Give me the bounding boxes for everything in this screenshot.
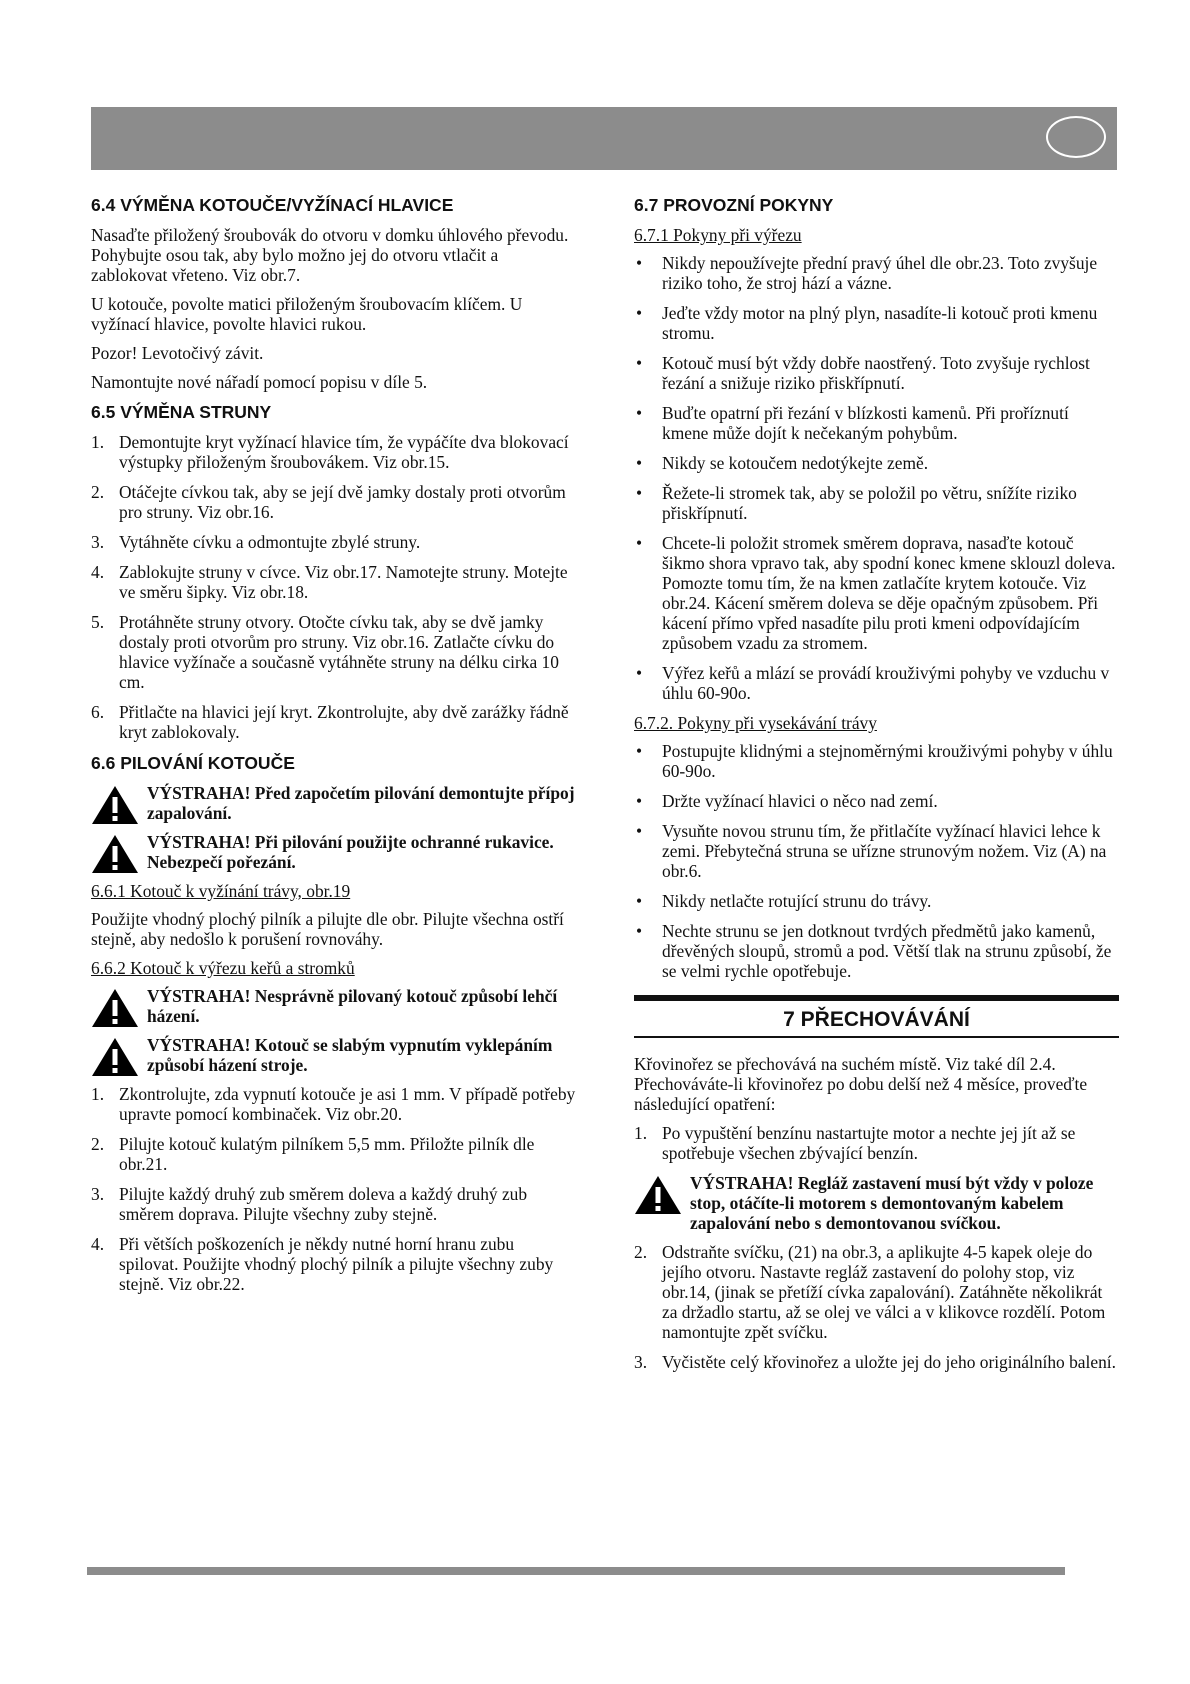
list-item: 1. Demontujte kryt vyžínací hlavice tím, že vypáčíte dva blokovací výstupky přiloženým šroubovákem. Viz obr.15.	[91, 432, 569, 472]
left-column	[91, 194, 576, 1304]
list-item: • Držte vyžínací hlavici o něco nad zemí.	[636, 791, 938, 811]
header-bar	[91, 107, 1117, 170]
list-item: • Kotouč musí být vždy dobře naostřený. Toto zvyšuje rychlost řezání a snižuje riziko přiskřípnutí.	[636, 353, 1090, 393]
language-badge	[1046, 116, 1106, 158]
warning: VÝSTRAHA! Regláž zastavení musí být vždy v poloze stop, otáčíte-li motorem s demontovaným kabelem zapalování nebo s demontovanou svíčkou.	[634, 1173, 1119, 1233]
steps-list	[91, 1084, 576, 1294]
section-6-4-title: 6.4 VÝMĚNA KOTOUČE/VYŽÍNACÍ HLAVICE	[91, 195, 454, 215]
right-column	[634, 194, 1119, 1382]
warning-icon	[91, 1037, 139, 1077]
warning-icon	[91, 785, 139, 825]
paragraph: Pozor! Levotočivý závit.	[91, 343, 264, 363]
list-item: 3. Vytáhněte cívku a odmontujte zbylé struny.	[91, 532, 421, 552]
warning: VÝSTRAHA! Kotouč se slabým vypnutím vyklepáním způsobí házení stroje.	[91, 1035, 576, 1075]
subsection-title: 6.7.1 Pokyny při výřezu	[634, 225, 802, 245]
list-item: 2. Otáčejte cívkou tak, aby se její dvě jamky dostaly proti otvorům pro struny. Viz obr.16.	[91, 482, 566, 522]
warning-icon	[91, 834, 139, 874]
steps-list	[91, 432, 576, 742]
warning: VÝSTRAHA! Před započetím pilování demontujte přípoj zapalování.	[91, 783, 576, 823]
section-6-5-title: 6.5 VÝMĚNA STRUNY	[91, 402, 272, 422]
steps-list	[634, 1123, 1119, 1163]
list-item: • Výřez keřů a mlází se provádí krouživými pohyby ve vzduchu v úhlu 60-90o.	[636, 663, 1110, 703]
list-item: • Nechte strunu se jen dotknout tvrdých předmětů jako kamenů, dřevěných sloupů, stromů a pod. Větší tlak na strunu způsobí, že se velmi rychle opotřebuje.	[636, 921, 1112, 981]
list-item: • Postupujte klidnými a stejnoměrnými krouživými pohyby v úhlu 60-90o.	[636, 741, 1113, 781]
subsection-title: 6.6.2 Kotouč k výřezu keřů a stromků	[91, 958, 355, 978]
list-item: • Chcete-li položit stromek směrem doprava, nasaďte kotouč šikmo shora vpravo tak, aby spodní konec kmene sklouzl doleva. Pomozte tomu tím, že na kmen zatlačíte krytem kotouče. Viz obr.24. Kácení směrem doleva se děje opačným způsobem. Při kácení přímo vpřed nasadíte pilu proti kmeni odpovídajícím způsobem vzadu za stromem.	[636, 533, 1116, 653]
list-item: 2. Pilujte kotouč kulatým pilníkem 5,5 mm. Přiložte pilník dle obr.21.	[91, 1134, 535, 1174]
section-6-7-title: 6.7 PROVOZNÍ POKYNY	[634, 195, 834, 215]
list-item: 3. Pilujte každý druhý zub směrem doleva a každý druhý zub směrem doprava. Pilujte všechny zuby stejně.	[91, 1184, 528, 1224]
subsection-title: 6.7.2. Pokyny při vysekávání trávy	[634, 713, 877, 733]
list-item: • Nikdy nepoužívejte přední pravý úhel dle obr.23. Toto zvyšuje riziko toho, že stroj hází a vázne.	[636, 253, 1098, 293]
chapter-7-title: 7 PŘECHOVÁVÁNÍ	[634, 995, 1119, 1038]
warning-icon	[634, 1175, 682, 1215]
list-item: 4. Zablokujte struny v cívce. Viz obr.17. Namotejte struny. Motejte ve směru šipky. Viz obr.18.	[91, 562, 568, 602]
paragraph: Použijte vhodný plochý pilník a pilujte dle obr. Pilujte všechna ostří stejně, aby nedošlo k porušení rovnováhy.	[91, 909, 564, 949]
list-item: 2. Odstraňte svíčku, (21) na obr.3, a aplikujte 4-5 kapek oleje do jejího otvoru. Nastavte regláž zastavení do polohy stop, viz obr.14, (jinak se přetíží cívka zapalování). Zatáhněte několikrát za držadlo startu, až se olej ve válci a v klikovce rozdělí. Potom namontujte zpět svíčku.	[634, 1242, 1106, 1342]
list-item: 1. Zkontrolujte, zda vypnutí kotouče je asi 1 mm. V případě potřeby upravte pomocí kombinaček. Viz obr.20.	[91, 1084, 576, 1124]
list-item: 3. Vyčistěte celý křovinořez a uložte jej do jeho originálního balení.	[634, 1352, 1116, 1372]
list-item: • Nikdy netlačte rotující strunu do trávy.	[636, 891, 932, 911]
paragraph: Namontujte nové nářadí pomocí popisu v díle 5.	[91, 372, 428, 392]
warning: VÝSTRAHA! Při pilování použijte ochranné rukavice. Nebezpečí pořezání.	[91, 832, 576, 872]
bullet-list	[634, 741, 1119, 981]
list-item: 4. Při větších poškozeních je někdy nutné horní hranu zubu spilovat. Použijte vhodný plochý pilník a pilujte všechny zuby stejně. Viz obr.22.	[91, 1234, 554, 1294]
warning: VÝSTRAHA! Nesprávně pilovaný kotouč způsobí lehčí házení.	[91, 986, 576, 1026]
list-item: 6. Přitlačte na hlavici její kryt. Zkontrolujte, aby dvě zarážky řádně kryt zablokovaly.	[91, 702, 569, 742]
subsection-title: 6.6.1 Kotouč k vyžínání trávy, obr.19	[91, 881, 351, 901]
list-item: 1. Po vypuštění benzínu nastartujte motor a nechte jej jít až se spotřebuje všechen zbývající benzín.	[634, 1123, 1076, 1163]
list-item: • Řežete-li stromek tak, aby se položil po větru, snížíte riziko přiskřípnutí.	[636, 483, 1077, 523]
section-6-6-title: 6.6 PILOVÁNÍ KOTOUČE	[91, 753, 295, 773]
steps-list	[634, 1242, 1119, 1372]
list-item: • Nikdy se kotoučem nedotýkejte země.	[636, 453, 929, 473]
bullet-list	[634, 253, 1119, 703]
list-item: • Buďte opatrní při řezání v blízkosti kamenů. Při proříznutí kmene může dojít k nečekaným pohybům.	[636, 403, 1069, 443]
paragraph: Nasaďte přiložený šroubovák do otvoru v domku úhlového převodu. Pohybujte osou tak, aby bylo možno jej do otvoru vtlačit a zablokovat vřeteno. Viz obr.7.	[91, 225, 569, 285]
list-item: • Vysuňte novou strunu tím, že přitlačíte vyžínací hlavici lehce k zemi. Přebytečná struna se uřízne strunovým nožem. Viz (A) na obr.6.	[636, 821, 1107, 881]
paragraph: Křovinořez se přechovává na suchém místě. Viz také díl 2.4. Přechováváte-li křovinořez po dobu delší než 4 měsíce, proveďte následující opatření:	[634, 1054, 1088, 1114]
list-item: 5. Protáhněte struny otvory. Otočte cívku tak, aby se dvě jamky dostaly proti otvorům pro struny. Viz obr.16. Zatlačte cívku do hlavice vyžínače a současně vytáhněte struny na délku cirka 10 cm.	[91, 612, 559, 692]
warning-icon	[91, 988, 139, 1028]
footer-bar	[87, 1567, 1065, 1575]
paragraph: U kotouče, povolte matici přiloženým šroubovacím klíčem. U vyžínací hlavice, povolte hlavici rukou.	[91, 294, 523, 334]
list-item: • Jeďte vždy motor na plný plyn, nasadíte-li kotouč proti kmenu stromu.	[636, 303, 1098, 343]
